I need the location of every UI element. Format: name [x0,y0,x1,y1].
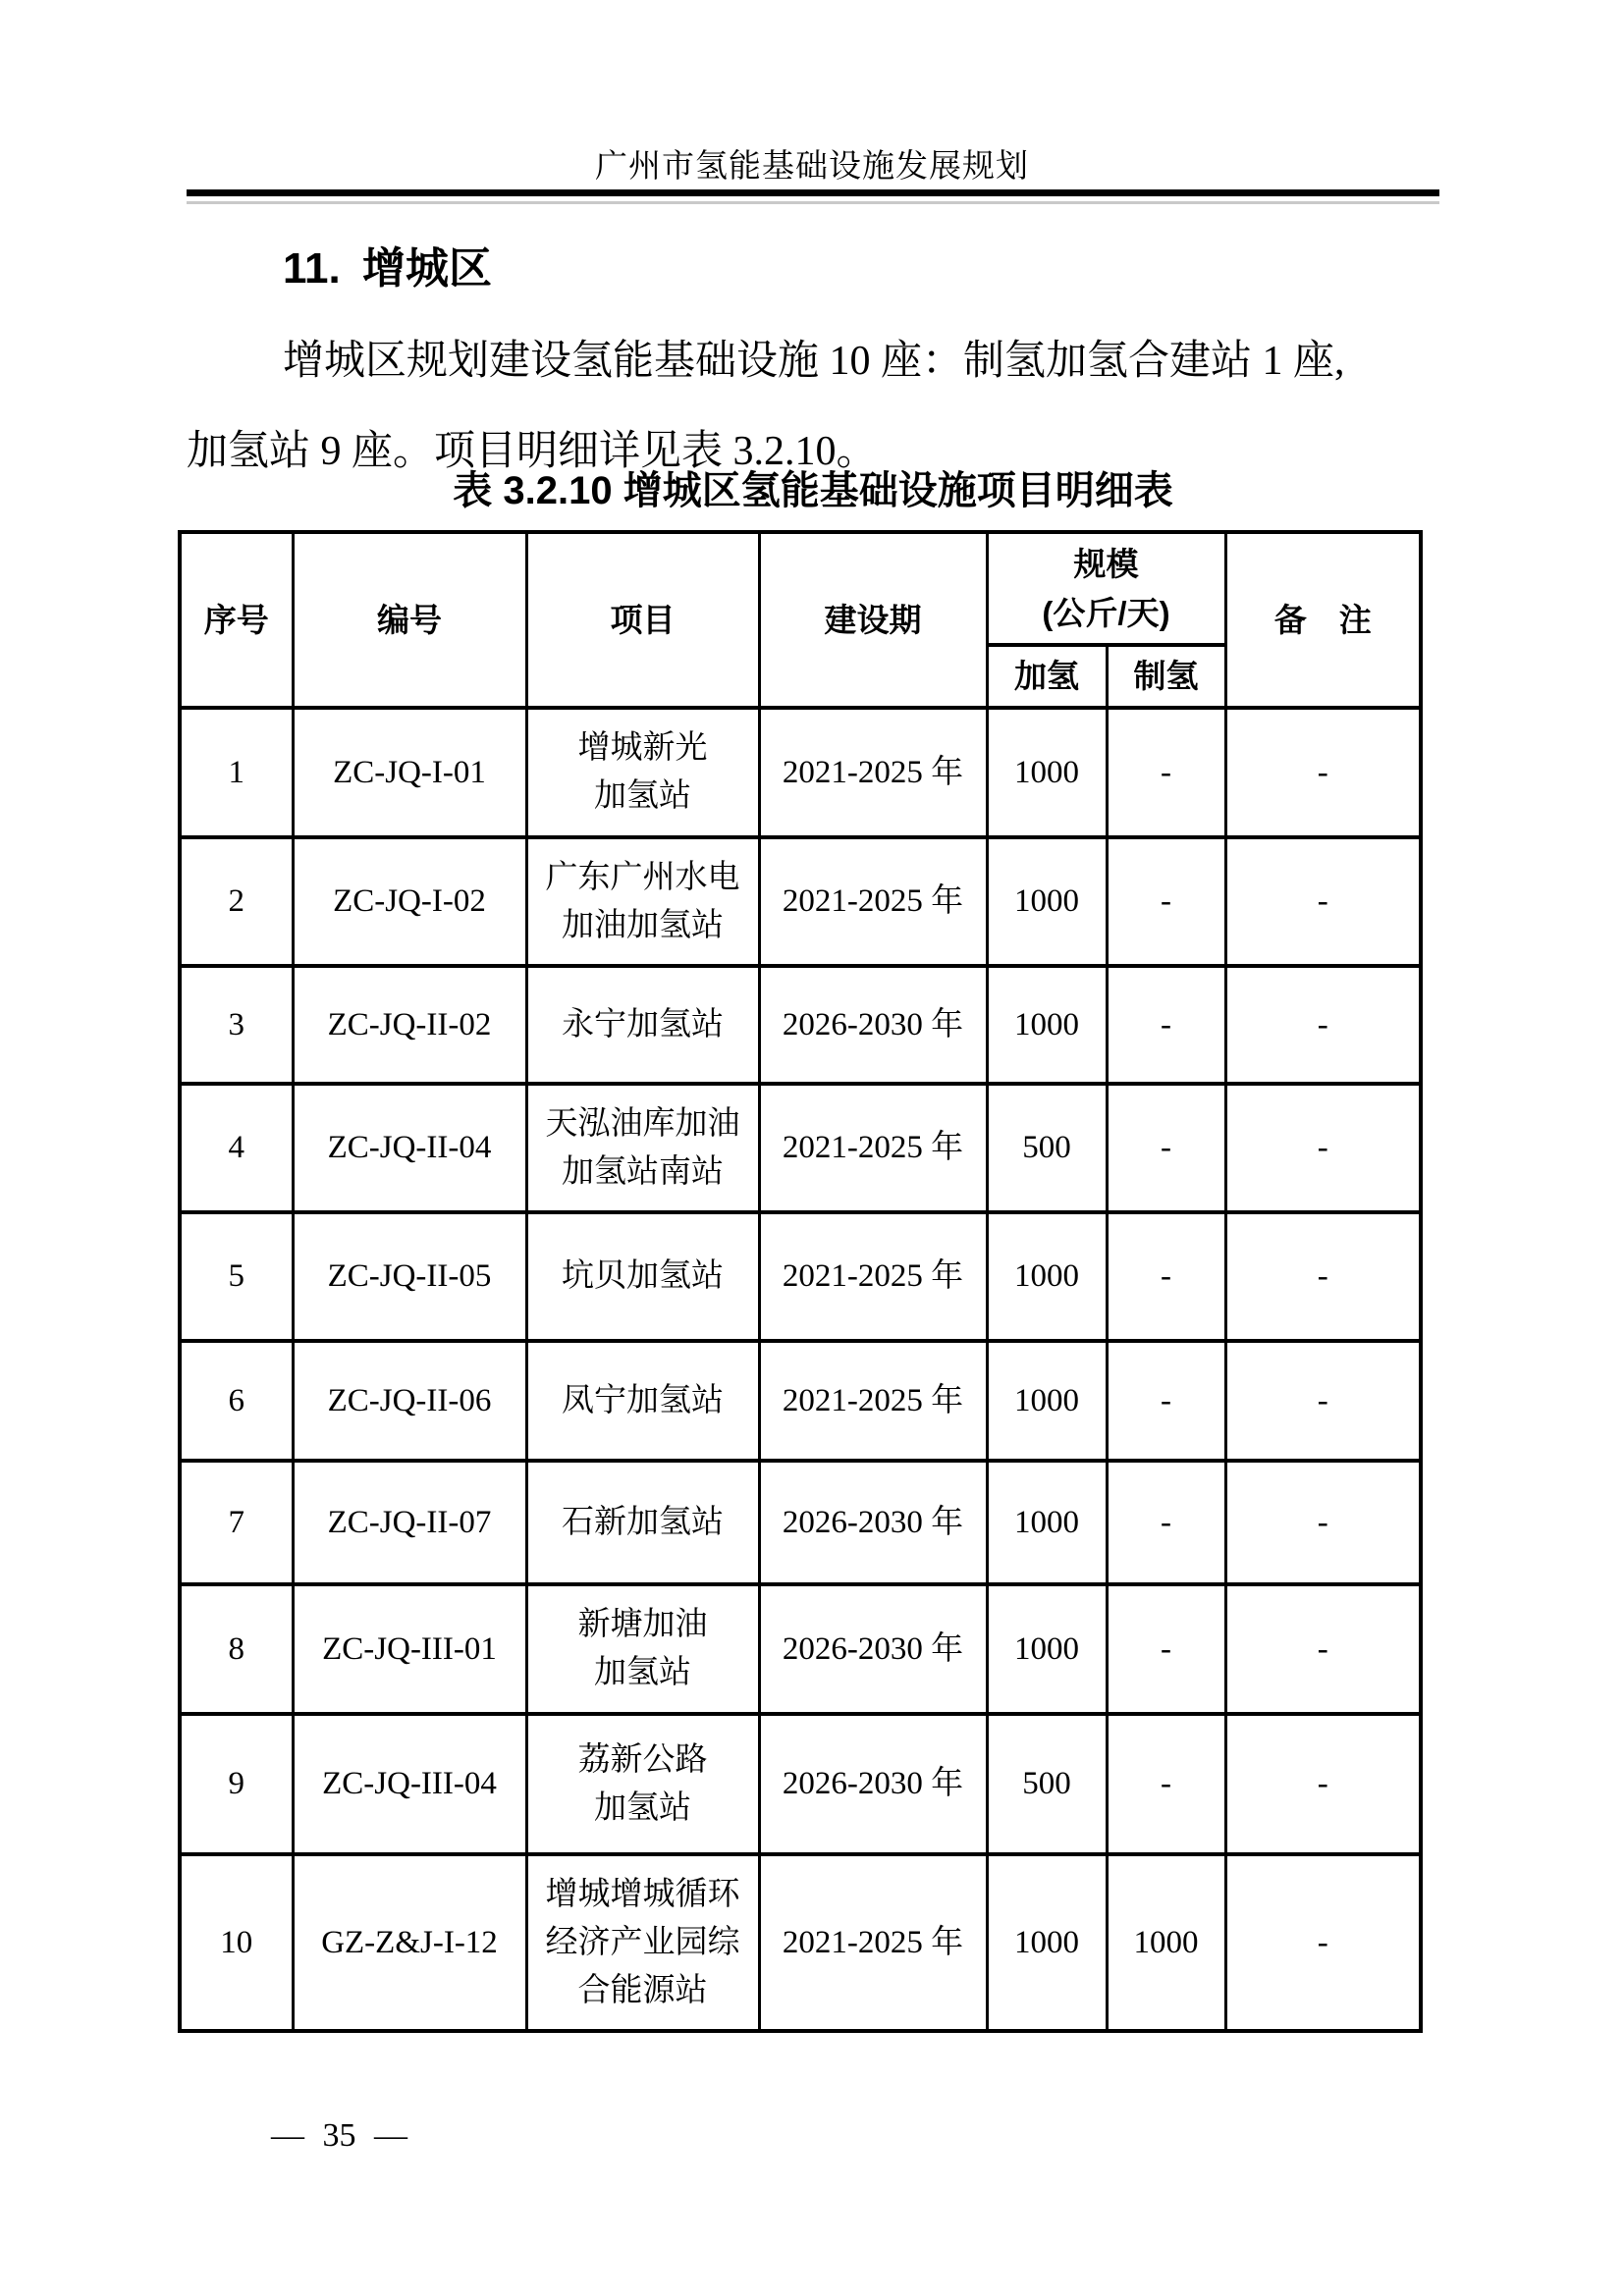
cell-seq: 2 [180,837,293,966]
cell-refuel: 500 [987,1714,1107,1854]
cell-note: - [1225,966,1421,1084]
cell-period: 2021-2025 年 [759,837,987,966]
cell-refuel: 1000 [987,1854,1107,2031]
cell-seq: 10 [180,1854,293,2031]
cell-code: ZC-JQ-II-07 [293,1461,526,1584]
cell-seq: 1 [180,708,293,837]
cell-refuel: 1000 [987,1461,1107,1584]
col-header-scale-line-2: (公斤/天) [1042,594,1170,631]
cell-refuel: 1000 [987,1584,1107,1714]
cell-produce: - [1107,708,1225,837]
table-header [180,532,1421,708]
col-header-scale-group [987,532,1225,645]
cell-period: 2021-2025 年 [759,1341,987,1461]
cell-seq: 7 [180,1461,293,1584]
cell-seq: 3 [180,966,293,1084]
cell-project: 增城新光 加氢站 [526,708,759,837]
cell-produce: - [1107,1584,1225,1714]
cell-note: - [1225,1714,1421,1854]
table-body [180,708,1421,2031]
cell-code: ZC-JQ-II-04 [293,1084,526,1212]
cell-produce: - [1107,1461,1225,1584]
cell-note: - [1225,1084,1421,1212]
page-number: — 35 — [271,2117,407,2154]
cell-refuel: 1000 [987,1212,1107,1341]
cell-refuel: 1000 [987,1341,1107,1461]
col-header-seq: 序号 [180,532,293,708]
cell-period: 2021-2025 年 [759,1854,987,2031]
cell-refuel: 500 [987,1084,1107,1212]
cell-project: 永宁加氢站 [526,966,759,1084]
cell-refuel: 1000 [987,708,1107,837]
cell-project: 坑贝加氢站 [526,1212,759,1341]
cell-note: - [1225,1584,1421,1714]
cell-note: - [1225,1212,1421,1341]
cell-code: GZ-Z&J-I-12 [293,1854,526,2031]
cell-produce: - [1107,1341,1225,1461]
table-row [180,708,1421,837]
cell-project: 荔新公路 加氢站 [526,1714,759,1854]
cell-period: 2021-2025 年 [759,1084,987,1212]
header-rule [187,189,1439,196]
table-row [180,1461,1421,1584]
table-row [180,1584,1421,1714]
col-header-project: 项目 [526,532,759,708]
cell-seq: 9 [180,1714,293,1854]
table-row [180,837,1421,966]
cell-period: 2026-2030 年 [759,1584,987,1714]
col-header-period: 建设期 [759,532,987,708]
table-row [180,1714,1421,1854]
cell-period: 2026-2030 年 [759,966,987,1084]
project-detail-table [178,530,1423,2033]
table-row [180,1084,1421,1212]
cell-project: 广东广州水电 加油加氢站 [526,837,759,966]
cell-period: 2026-2030 年 [759,1714,987,1854]
cell-note: - [1225,837,1421,966]
table-row [180,966,1421,1084]
paragraph-line-1: 增城区规划建设氢能基础设施 10 座：制氢加氢合建站 1 座, [283,339,1345,384]
cell-seq: 5 [180,1212,293,1341]
page-header-title: 广州市氢能基础设施发展规划 [595,149,1029,185]
cell-produce: 1000 [1107,1854,1225,2031]
cell-note: - [1225,708,1421,837]
cell-note: - [1225,1854,1421,2031]
cell-refuel: 1000 [987,966,1107,1084]
paragraph-line-2: 加氢站 9 座。项目明细详见表 3.2.10。 [187,429,878,474]
cell-seq: 6 [180,1341,293,1461]
table-row [180,1341,1421,1461]
cell-note: - [1225,1461,1421,1584]
cell-seq: 8 [180,1584,293,1714]
table-row [180,1212,1421,1341]
cell-code: ZC-JQ-I-01 [293,708,526,837]
cell-code: ZC-JQ-III-01 [293,1584,526,1714]
cell-seq: 4 [180,1084,293,1212]
cell-note: - [1225,1341,1421,1461]
table-header-row-1 [180,532,1421,645]
cell-refuel: 1000 [987,837,1107,966]
cell-project: 石新加氢站 [526,1461,759,1584]
cell-code: ZC-JQ-I-02 [293,837,526,966]
cell-produce: - [1107,837,1225,966]
cell-period: 2021-2025 年 [759,1212,987,1341]
cell-project: 增城增城循环 经济产业园综 合能源站 [526,1854,759,2031]
cell-project: 天泓油库加油 加氢站南站 [526,1084,759,1212]
cell-produce: - [1107,966,1225,1084]
table-caption: 表 3.2.10 增城区氢能基础设施项目明细表 [453,469,1173,512]
cell-produce: - [1107,1084,1225,1212]
cell-code: ZC-JQ-II-05 [293,1212,526,1341]
cell-code: ZC-JQ-II-02 [293,966,526,1084]
col-header-scale-line-1: 规模 [1073,545,1139,582]
cell-produce: - [1107,1714,1225,1854]
cell-produce: - [1107,1212,1225,1341]
col-header-refuel: 加氢 [987,645,1107,708]
col-header-note: 备 注 [1225,532,1421,708]
cell-period: 2021-2025 年 [759,708,987,837]
cell-project: 凤宁加氢站 [526,1341,759,1461]
cell-period: 2026-2030 年 [759,1461,987,1584]
cell-code: ZC-JQ-III-04 [293,1714,526,1854]
col-header-produce: 制氢 [1107,645,1225,708]
header-rule-shadow [187,201,1439,204]
table-row [180,1854,1421,2031]
cell-code: ZC-JQ-II-06 [293,1341,526,1461]
section-heading: 11. 增城区 [283,244,492,293]
cell-project: 新塘加油 加氢站 [526,1584,759,1714]
col-header-code: 编号 [293,532,526,708]
